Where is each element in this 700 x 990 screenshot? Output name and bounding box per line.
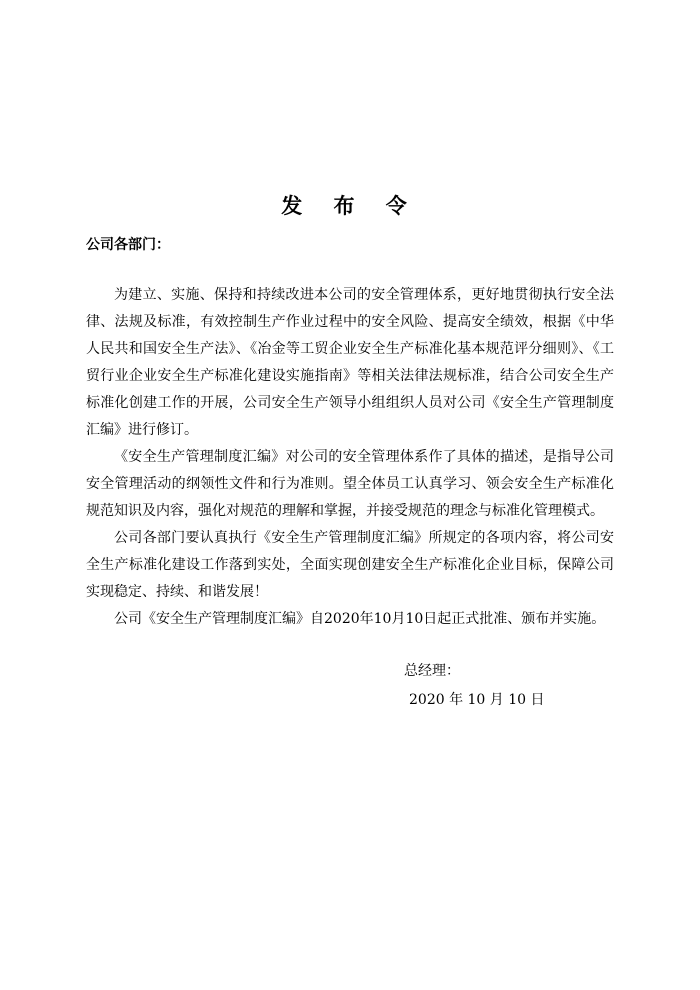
paragraph-4: 公司《安全生产管理制度汇编》自2020年10月10日起正式批准、颁布并实施。	[114, 611, 606, 627]
document-body	[86, 282, 614, 633]
paragraph-1: 为建立、实施、保持和持续改进本公司的安全管理体系，更好地贯彻执行安全法律、法规及标准，有效控制生产作业过程中的安全风险、提高安全绩效，根据《中华人民共和国安全生产法》、《冶金等工贸企业安全生产标准化基本规范评分细则》、《工贸行业企业安全生产标准化建设实施指南》等相关法律法规标准，结合公司安全生产标准化创建工作的开展，公司安全生产领导小组组织人员对公司《安全生产管理制度汇编》进行修订。	[86, 287, 614, 438]
salutation: 公司各部门：	[86, 237, 170, 253]
signature-date: 2020 年 10 月 10 日	[409, 692, 545, 708]
paragraph-2: 《安全生产管理制度汇编》对公司的安全管理体系作了具体的描述，是指导公司安全管理活动的纲领性文件和行为准则。望全体员工认真学习、领会安全生产标准化规范知识及内容，强化对规范的理解和掌握，并接受规范的理念与标准化管理模式。	[86, 449, 614, 519]
document-title: 发 布 令	[281, 194, 419, 218]
paragraph-3: 公司各部门要认真执行《安全生产管理制度汇编》所规定的各项内容，将公司安全生产标准化建设工作落到实处，全面实现创建安全生产标准化企业目标，保障公司实现稳定、持续、和谐发展！	[86, 530, 614, 600]
signatory-label: 总经理：	[404, 663, 460, 679]
